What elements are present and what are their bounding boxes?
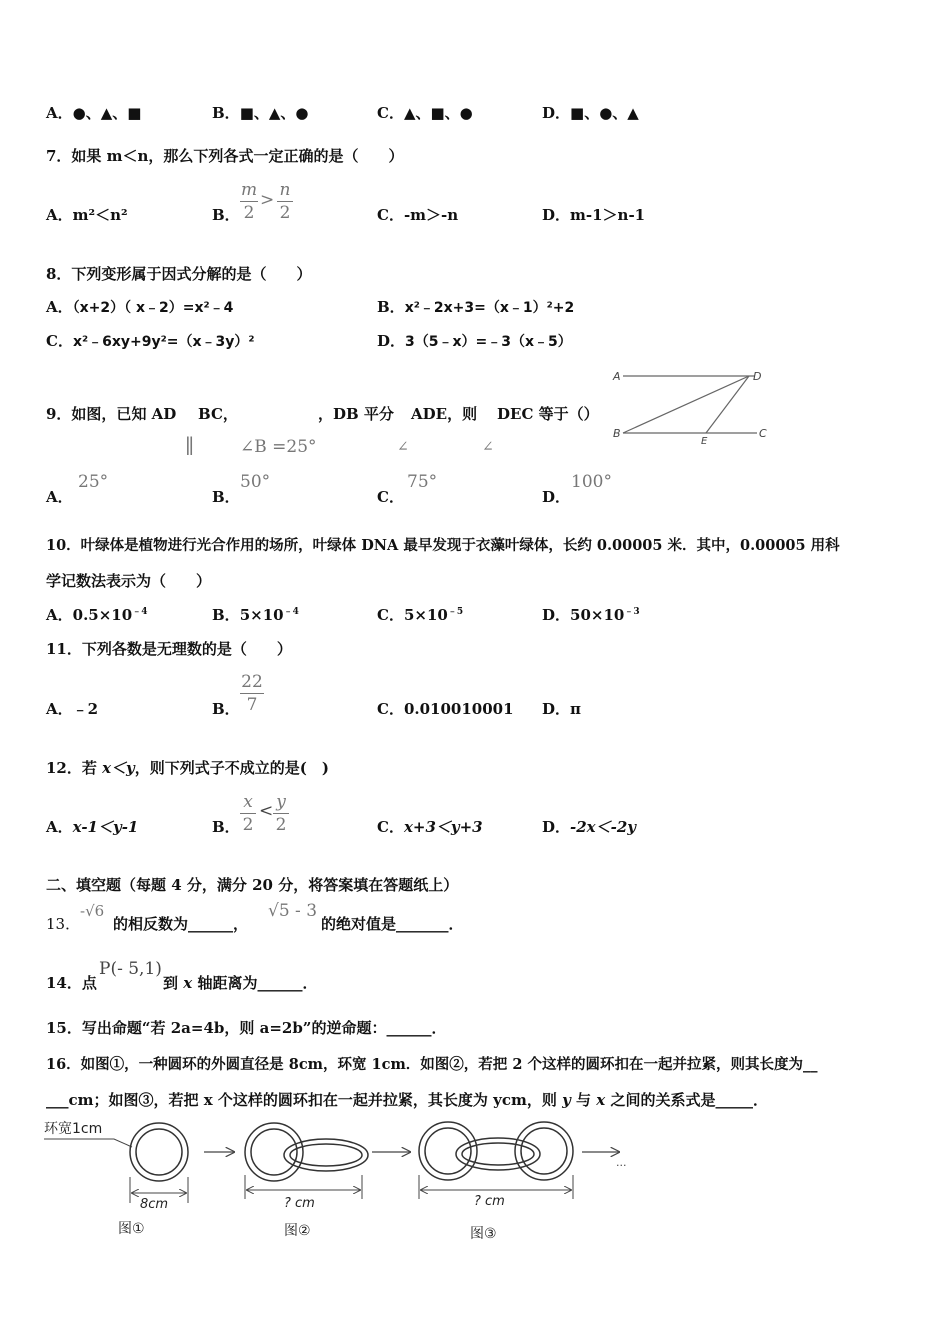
q11-option-b-label: B． (212, 700, 240, 718)
q10-option-d: D．$50\times 10^{﹣3}$ (542, 606, 640, 624)
q16-fig2-caption: 图② (284, 1223, 311, 1239)
q9-parallel-symbol: ∥ (185, 434, 195, 458)
q9-line-bd (623, 376, 749, 433)
q9-option-b-value: 50° (240, 472, 271, 492)
q12-option-a: A．x-1＜y-1 (46, 818, 139, 836)
q7-stem: 7．如果 m＜n，那么下列各式一定正确的是（ ） (46, 147, 404, 165)
q9-option-d-label: D． (542, 488, 571, 506)
q8-option-a: A．（x+2）（ x﹣2）=x²﹣4 (46, 298, 234, 316)
q10-option-b: B．$5\times 10^{﹣4}$ (212, 606, 299, 624)
q16-fig3-qcm: ? cm (474, 1194, 505, 1209)
q9-option-c-value: 75° (407, 472, 438, 492)
q16-line2: ___cm；如图③，若把 x 个这样的圆环扣在一起并拉紧，其长度为 ycm，则 y 与 x 之间的关系式是_____． (46, 1091, 768, 1109)
q11-stem: 11．下列各数是无理数的是（ ） (46, 640, 292, 658)
q16-fig3-caption: 图③ (470, 1226, 497, 1242)
q12-option-b-frac1: x 2 (240, 792, 256, 835)
q6-option-c: C．▲、■、● (377, 104, 473, 122)
q9-option-a-label: A． (46, 488, 73, 506)
q6-option-a: A．●、▲、■ (46, 104, 142, 122)
q6-option-d-text: ■、●、▲ (570, 104, 639, 122)
q16-fig2-qcm: ? cm (284, 1196, 315, 1211)
q12-stem: 12．若 x＜y，则下列式子不成立的是( ) (46, 759, 329, 777)
q6-option-b: B．■、▲、● (212, 104, 309, 122)
q10-stem-line2: 学记数法表示为（ ） (46, 572, 212, 590)
q16-fig3-left-outer-circle (419, 1122, 477, 1180)
q6-option-c-text: ▲、■、● (403, 104, 473, 122)
q13-expr-sqrt5-minus-3: √5 - 3 (268, 901, 318, 921)
q15-text: 15．写出命题“若 2a=4b，则 a=2b”的逆命题：______． (46, 1019, 447, 1037)
q16-label-ring-width: 环宽1cm (44, 1121, 103, 1137)
q12-option-d: D．-2x＜-2y (542, 818, 636, 836)
q9-option-a-value: 25° (78, 472, 109, 492)
q16-fig3-right-outer-circle (515, 1122, 573, 1180)
q11-option-b-frac: 22 7 (241, 672, 263, 715)
q9-figure (605, 362, 785, 452)
q11-option-d: D．π (542, 700, 581, 718)
q9-label-a: A (613, 370, 621, 383)
q9-label-e: E (701, 436, 708, 447)
q9-label-b: B (613, 427, 621, 440)
q16-fig1-8cm: 8cm (140, 1197, 169, 1212)
q16-fig1-inner-circle (136, 1129, 182, 1175)
section2-title: 二、填空题（每题 4 分，满分 20 分，将答案填在答题纸上） (46, 876, 459, 894)
q16-fig2-outer-circle (245, 1123, 303, 1181)
q16-fig1-outer-circle (130, 1123, 188, 1181)
q13-expr-neg-sqrt6: -√6 (80, 902, 105, 920)
q9-option-b-label: B． (212, 488, 240, 506)
q9-stem-part5: DEC 等于（） (497, 405, 599, 423)
q16-line1: 16．如图①，一种圆环的外圆直径是 8cm，环宽 1cm．如图②，若把 2 个这样的圆环扣在一起并拉紧，则其长度为__ (46, 1056, 818, 1073)
q13-number: 13． (46, 915, 81, 933)
q14-point-expr: P(- 5,1) (99, 959, 162, 979)
q10-stem-line1: 10．叶绿体是植物进行光合作用的场所，叶绿体 DNA 最早发现于衣藻叶绿体，长约 0.00005 米．其中，0.00005 用科 (46, 537, 840, 554)
q6-option-d: D．■、●、▲ (542, 104, 639, 122)
q9-stem-part1: 9．如图，已知 AD (46, 405, 177, 423)
q8-option-c: C．x²﹣6xy+9y²=（x﹣3y）² (46, 332, 255, 350)
q11-option-a: A．﹣2 (46, 700, 99, 718)
q7-option-d: D．m-1＞n-1 (542, 206, 646, 224)
q12-option-b-frac2: y 2 (273, 792, 289, 835)
q9-label-c: C (759, 427, 767, 440)
q7-option-b-frac1: m 2 (240, 180, 258, 223)
q7-option-b-frac2: n 2 (277, 180, 293, 223)
q7-option-a: A．m²＜n² (46, 206, 128, 224)
q10-option-a: A．$0.5\times 10^{﹣4}$ (46, 606, 148, 624)
q8-option-d: D．3（5﹣x）=﹣3（x﹣5） (377, 332, 572, 350)
q9-option-d-value: 100° (571, 472, 612, 492)
q12-option-b-label: B． (212, 818, 240, 836)
q7-option-b-gt: > (260, 190, 275, 210)
q7-option-c: C．-m＞-n (377, 206, 459, 224)
q9-option-c-label: C． (377, 488, 404, 506)
q9-angle-symbol-2: ∠ (482, 439, 494, 455)
q9-stem-part3: ，DB 平分 (318, 405, 394, 423)
q16-ring-width-leader (44, 1139, 132, 1147)
q13-text1: 的相反数为______， (113, 915, 249, 933)
q12-option-c: C．x+3＜y+3 (377, 818, 483, 836)
q9-angle-symbol-1: ∠ (397, 439, 409, 455)
q12-option-b-lt: < (259, 801, 274, 821)
q16-fig2-inner-circle (251, 1129, 297, 1175)
q8-stem: 8．下列变形属于因式分解的是（ ） (46, 265, 312, 283)
q9-stem-part2: BC， (198, 405, 238, 423)
q11-option-c: C．0.010010001 (377, 700, 514, 718)
q7-option-b-label: B． (212, 206, 240, 224)
q16-fig1-caption: 图① (118, 1221, 145, 1237)
q14-number: 14．点 (46, 974, 97, 992)
q14-text: 到 x 轴距离为______． (163, 974, 318, 992)
q9-angle-b: ∠B =25° (240, 437, 317, 457)
q6-option-a-text: ●、▲、■ (72, 104, 142, 122)
q10-option-c: C．$5\times 10^{﹣5}$ (377, 606, 464, 624)
q9-stem-part4: ADE，则 (411, 405, 478, 423)
q16-fig2-inner-ellipse (290, 1144, 362, 1166)
q13-text2: 的绝对值是_______． (321, 915, 464, 933)
q9-line-de (706, 376, 749, 433)
q6-option-b-text: ■、▲、● (239, 104, 309, 122)
q16-rings-figure (44, 1115, 644, 1250)
q8-option-b: B．x²﹣2x+3=（x﹣1）²+2 (377, 298, 575, 316)
q16-fig3-right-inner-circle (521, 1128, 567, 1174)
q16-ellipsis: ... (616, 1156, 627, 1169)
q9-label-d: D (753, 370, 762, 383)
